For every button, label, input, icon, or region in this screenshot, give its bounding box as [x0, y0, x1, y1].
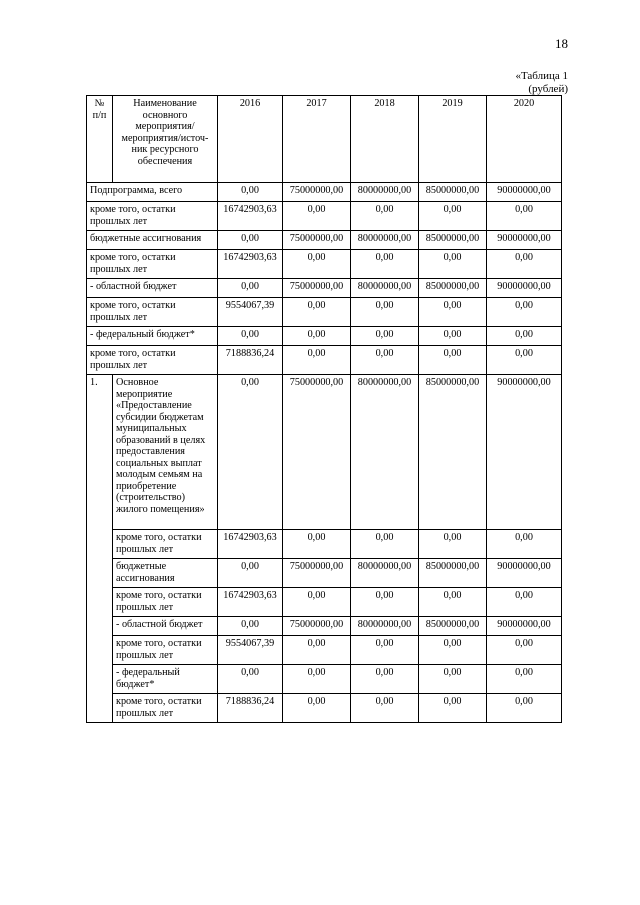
value-cell: 75000000,00	[283, 279, 351, 298]
table-row	[87, 694, 562, 723]
table-row	[87, 588, 562, 617]
value-cell: 90000000,00	[487, 559, 562, 588]
value-cell: 0,00	[351, 346, 419, 375]
table-row	[87, 636, 562, 665]
table-row	[87, 183, 562, 202]
value-cell: 0,00	[487, 202, 562, 231]
row-label: кроме того, остатки прошлых лет	[87, 202, 218, 231]
row-label: кроме того, остатки прошлых лет	[87, 346, 218, 375]
row-label: кроме того, остатки прошлых лет	[87, 298, 218, 327]
value-cell: 0,00	[218, 665, 283, 694]
value-cell: 0,00	[283, 694, 351, 723]
value-cell: 9554067,39	[218, 636, 283, 665]
row-label: бюджетные ассигнования	[113, 559, 218, 588]
row-label: Подпрограмма, всего	[87, 183, 218, 202]
row-label: кроме того, остатки прошлых лет	[87, 250, 218, 279]
row-label: бюджетные ассигнования	[87, 231, 218, 250]
table-row	[87, 279, 562, 298]
value-cell: 0,00	[351, 530, 419, 559]
table-row	[87, 530, 562, 559]
value-cell: 0,00	[218, 617, 283, 636]
value-cell: 0,00	[487, 694, 562, 723]
value-cell: 85000000,00	[419, 617, 487, 636]
table-row	[87, 202, 562, 231]
value-cell: 0,00	[419, 636, 487, 665]
value-cell: 75000000,00	[283, 231, 351, 250]
value-cell: 75000000,00	[283, 375, 351, 530]
row-label: кроме того, остатки прошлых лет	[113, 636, 218, 665]
value-cell: 0,00	[487, 588, 562, 617]
header-year: 2017	[283, 96, 351, 183]
table-row	[87, 346, 562, 375]
table-row	[87, 298, 562, 327]
header-year: 2018	[351, 96, 419, 183]
value-cell: 0,00	[487, 346, 562, 375]
value-cell: 75000000,00	[283, 559, 351, 588]
value-cell: 0,00	[351, 665, 419, 694]
value-cell: 80000000,00	[351, 559, 419, 588]
value-cell: 0,00	[351, 327, 419, 346]
table-row	[87, 617, 562, 636]
table-caption-title: «Таблица 1	[515, 70, 568, 82]
value-cell: 7188836,24	[218, 346, 283, 375]
header-year: 2016	[218, 96, 283, 183]
value-cell: 0,00	[419, 694, 487, 723]
value-cell: 0,00	[218, 279, 283, 298]
table-header-row	[87, 96, 562, 183]
value-cell: 0,00	[283, 665, 351, 694]
value-cell: 85000000,00	[419, 231, 487, 250]
row-label: кроме того, остатки прошлых лет	[113, 588, 218, 617]
page-number: 18	[555, 36, 568, 51]
row-label: - областной бюджет	[87, 279, 218, 298]
value-cell: 0,00	[487, 327, 562, 346]
value-cell: 16742903,63	[218, 250, 283, 279]
value-cell: 16742903,63	[218, 530, 283, 559]
value-cell: 0,00	[283, 298, 351, 327]
value-cell: 16742903,63	[218, 588, 283, 617]
header-year: 2019	[419, 96, 487, 183]
row-label: кроме того, остатки прошлых лет	[113, 694, 218, 723]
value-cell: 90000000,00	[487, 617, 562, 636]
table-row	[87, 250, 562, 279]
value-cell: 0,00	[419, 298, 487, 327]
row-label: кроме того, остатки прошлых лет	[113, 530, 218, 559]
value-cell: 75000000,00	[283, 183, 351, 202]
value-cell: 0,00	[351, 250, 419, 279]
value-cell: 0,00	[487, 250, 562, 279]
value-cell: 90000000,00	[487, 375, 562, 530]
value-cell: 0,00	[487, 665, 562, 694]
value-cell: 0,00	[283, 636, 351, 665]
value-cell: 85000000,00	[419, 279, 487, 298]
value-cell: 0,00	[218, 231, 283, 250]
table-row	[87, 665, 562, 694]
value-cell: 80000000,00	[351, 183, 419, 202]
value-cell: 0,00	[283, 202, 351, 231]
value-cell: 80000000,00	[351, 279, 419, 298]
value-cell: 0,00	[419, 588, 487, 617]
table-row	[87, 559, 562, 588]
value-cell: 90000000,00	[487, 231, 562, 250]
item-number: 1.	[87, 375, 113, 723]
value-cell: 85000000,00	[419, 183, 487, 202]
table-row	[87, 231, 562, 250]
value-cell: 0,00	[283, 346, 351, 375]
value-cell: 0,00	[283, 588, 351, 617]
value-cell: 0,00	[283, 530, 351, 559]
value-cell: 0,00	[487, 530, 562, 559]
value-cell: 0,00	[218, 559, 283, 588]
value-cell: 85000000,00	[419, 559, 487, 588]
value-cell: 0,00	[351, 298, 419, 327]
value-cell: 80000000,00	[351, 375, 419, 530]
table-row	[87, 327, 562, 346]
header-num: № п/п	[87, 96, 113, 183]
value-cell: 16742903,63	[218, 202, 283, 231]
value-cell: 0,00	[218, 375, 283, 530]
value-cell: 0,00	[419, 665, 487, 694]
budget-table	[86, 95, 562, 723]
header-year: 2020	[487, 96, 562, 183]
value-cell: 85000000,00	[419, 375, 487, 530]
value-cell: 0,00	[351, 636, 419, 665]
value-cell: 0,00	[487, 636, 562, 665]
value-cell: 0,00	[487, 298, 562, 327]
value-cell: 0,00	[419, 250, 487, 279]
value-cell: 0,00	[283, 250, 351, 279]
row-label: - областной бюджет	[113, 617, 218, 636]
value-cell: 0,00	[419, 327, 487, 346]
value-cell: 0,00	[419, 530, 487, 559]
value-cell: 0,00	[283, 327, 351, 346]
value-cell: 0,00	[419, 346, 487, 375]
table-caption-units: (рублей)	[528, 83, 568, 95]
value-cell: 0,00	[351, 202, 419, 231]
row-label: - федеральный бюджет*	[113, 665, 218, 694]
value-cell: 7188836,24	[218, 694, 283, 723]
item-label: Основное мероприятие «Предоставление субсидии бюджетам муниципальных образований в целях предоставления социальных выплат молодым семьям на приобретение (строительство) жилого помещения»	[113, 375, 218, 530]
value-cell: 0,00	[419, 202, 487, 231]
value-cell: 0,00	[351, 694, 419, 723]
value-cell: 0,00	[351, 588, 419, 617]
value-cell: 80000000,00	[351, 617, 419, 636]
value-cell: 90000000,00	[487, 183, 562, 202]
value-cell: 90000000,00	[487, 279, 562, 298]
value-cell: 0,00	[218, 183, 283, 202]
table-row	[87, 375, 562, 530]
row-label: - федеральный бюджет*	[87, 327, 218, 346]
value-cell: 80000000,00	[351, 231, 419, 250]
header-name: Наименование основного мероприятия/ мероприятия/источ-ник ресурсного обеспечения	[113, 96, 218, 183]
value-cell: 75000000,00	[283, 617, 351, 636]
table-caption	[515, 70, 568, 96]
value-cell: 9554067,39	[218, 298, 283, 327]
value-cell: 0,00	[218, 327, 283, 346]
